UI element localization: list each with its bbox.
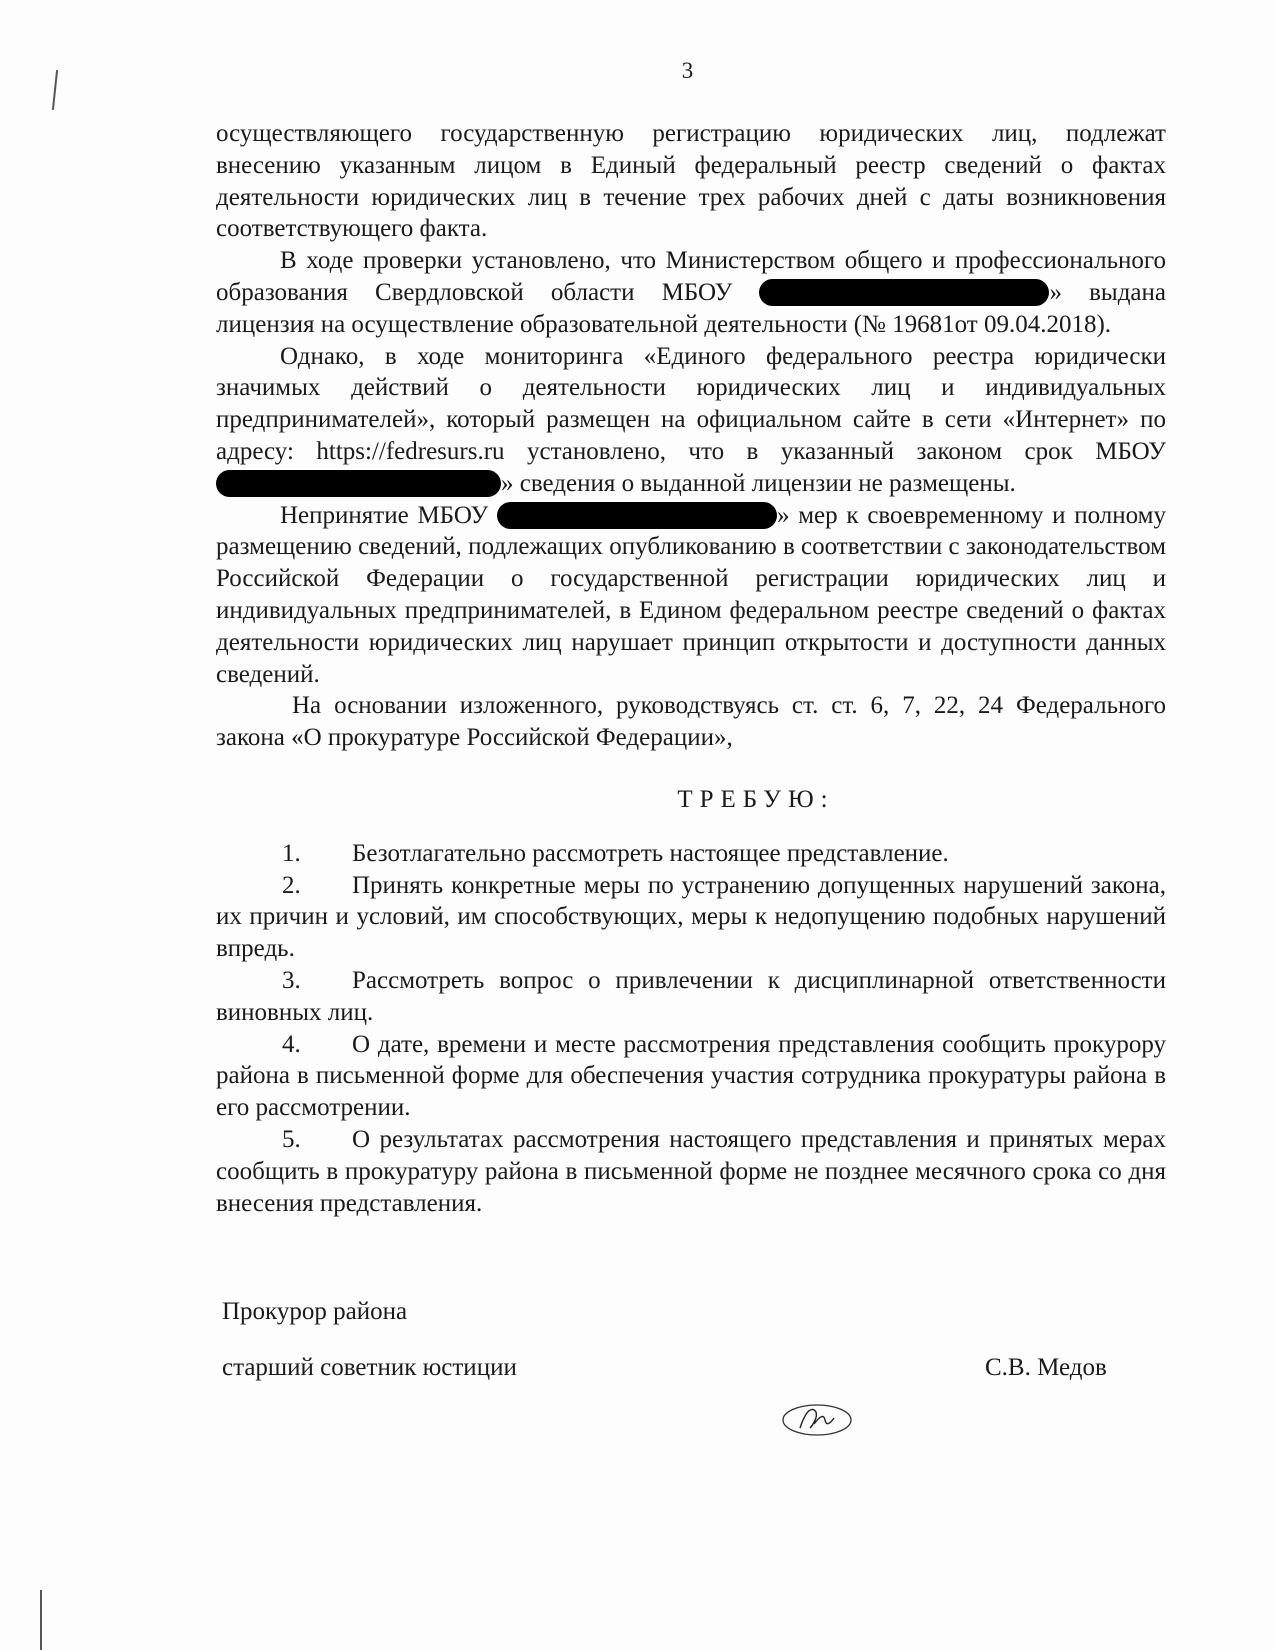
redaction-bar bbox=[759, 279, 1049, 306]
demand-item-number: 2. bbox=[282, 871, 301, 899]
demand-item bbox=[216, 870, 1166, 965]
paragraph-3 bbox=[216, 341, 1166, 500]
demand-item-text: Безотлагательно рассмотреть настоящее представление. bbox=[352, 839, 949, 867]
scan-edge-mark bbox=[40, 1590, 42, 1650]
signature-name: С.В. Медов bbox=[985, 1354, 1107, 1381]
paragraph-1: осуществляющего государственную регистрацию юридических лиц, подлежат внесению указанным лицом в Единый федеральный реестр сведений о фактах деятельности юридических лиц в течение трех рабочих дней с даты возникновения соответствующего факта. bbox=[216, 120, 1166, 243]
paragraph-3-after: » сведения о выданной лицензии не размещены. bbox=[501, 469, 1016, 497]
redaction-bar bbox=[497, 502, 777, 529]
demand-item-text: Принять конкретные меры по устранению допущенных нарушений закона, их причин и условий, им способствующих, меры к недопущению подобных нарушений впредь. bbox=[216, 871, 1166, 963]
demand-item-text: О результатах рассмотрения настоящего представления и принятых мерах сообщить в прокуратуру района в письменной форме не позднее месячного срока со дня внесения представления. bbox=[216, 1125, 1166, 1217]
demand-item bbox=[216, 838, 1166, 870]
paragraph-4-before: Непринятие МБОУ bbox=[280, 501, 489, 529]
paragraph-2-after: » выдана лицензия на осуществление образовательной деятельности (№ 19681от 09.04.2018). bbox=[216, 278, 1166, 338]
demand-item bbox=[216, 1029, 1166, 1124]
demand-item-number: 5. bbox=[282, 1125, 301, 1153]
paragraph-2 bbox=[216, 245, 1166, 340]
page-number: 3 bbox=[681, 58, 694, 83]
demand-item-number: 1. bbox=[282, 839, 301, 867]
demand-item-text: Рассмотреть вопрос о привлечении к дисциплинарной ответственности виновных лиц. bbox=[216, 966, 1166, 1026]
redaction-bar bbox=[216, 470, 501, 497]
demand-item-number: 4. bbox=[282, 1030, 301, 1058]
demand-item bbox=[216, 1124, 1166, 1219]
paragraph-4-after: » мер к своевременному и полному размещению сведений, подлежащих опубликованию в соответствии с законодательством Российской Федерации о государственной регистрации юридических лиц и индивидуальных предпринимателей, в Едином федеральном реестре сведений о фактах деятельности юридических лиц нарушает принцип открытости и доступности данных сведений. bbox=[216, 501, 1167, 688]
handwritten-signature-icon bbox=[778, 1398, 856, 1442]
paragraph-2-before: В ходе проверки установлено, что Министерством общего и профессионального образования Свердловской области МБОУ bbox=[216, 247, 1166, 306]
signature-position-line1: Прокурор района bbox=[222, 1298, 408, 1325]
paragraph-3-before: Однако, в ходе мониторинга «Единого федерального реестра юридически значимых действий о деятельности юридических лиц и индивидуальных предпринимателей», который размещен на официальном сайте в сети «Интернет» по адресу: https://fedresurs.ru установлено, что в указанный законом срок МБОУ bbox=[216, 342, 1166, 465]
demand-item bbox=[216, 965, 1166, 1029]
demand-title: ТРЕБУЮ: bbox=[677, 785, 835, 813]
demand-list bbox=[216, 838, 1166, 1220]
paragraph-5: На основании изложенного, руководствуясь ст. ст. 6, 7, 22, 24 Федерального закона «О прокуратуре Российской Федерации», bbox=[216, 692, 1166, 752]
demand-item-number: 3. bbox=[282, 966, 301, 994]
signature-position-line2: старший советник юстиции bbox=[222, 1354, 517, 1381]
document-body bbox=[216, 118, 1166, 1219]
demand-item-text: О дате, времени и месте рассмотрения представления сообщить прокурору района в письменной форме для обеспечения участия сотрудника прокуратуры района в его рассмотрении. bbox=[216, 1030, 1166, 1122]
paragraph-4 bbox=[216, 500, 1166, 691]
